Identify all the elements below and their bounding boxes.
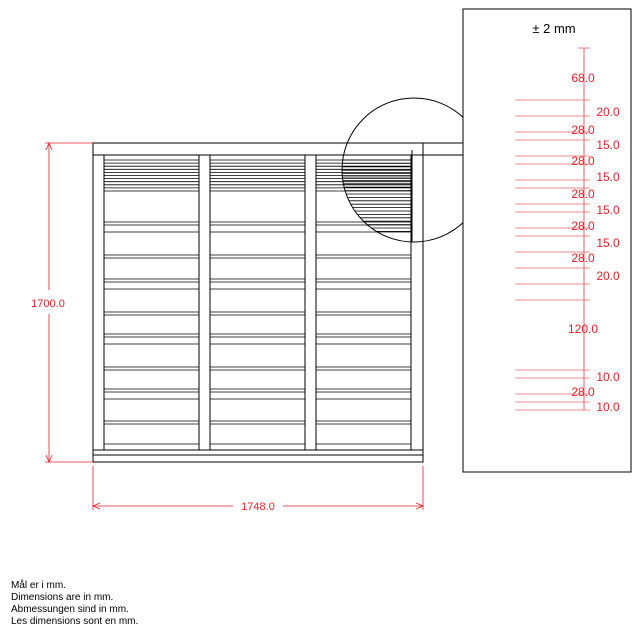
post-mid-2 xyxy=(305,155,316,450)
bottom-rail xyxy=(93,450,423,462)
note-line: Dimensions are in mm. xyxy=(11,592,114,603)
tolerance-label: ± 2 mm xyxy=(532,21,576,36)
post-right xyxy=(411,155,423,450)
note-line: Mål er i mm. xyxy=(11,580,66,591)
note-line: Les dimensions sont en mm. xyxy=(11,616,139,627)
top-rail xyxy=(93,143,423,155)
detail-dimension-label: 15.0 xyxy=(596,203,620,217)
detail-dimension-label: 15.0 xyxy=(596,170,620,184)
detail-dimension-label: 28.0 xyxy=(571,219,595,233)
detail-dimension-label: 28.0 xyxy=(571,123,595,137)
overall-height-label: 1700.0 xyxy=(31,298,65,310)
detail-dimension-label: 10.0 xyxy=(596,370,620,384)
detail-dimension-label: 28.0 xyxy=(571,385,595,399)
detail-dimension-label: 15.0 xyxy=(596,138,620,152)
detail-dimension-label: 68.0 xyxy=(571,71,595,85)
detail-dimension-label: 15.0 xyxy=(596,236,620,250)
dimension-notes xyxy=(11,580,138,628)
detail-dimension-label: 20.0 xyxy=(596,269,620,283)
detail-dimension-label: 28.0 xyxy=(571,154,595,168)
post-left xyxy=(93,155,104,450)
detail-dimension-label: 20.0 xyxy=(596,105,620,119)
overall-width-label: 1748.0 xyxy=(241,501,275,513)
detail-dimension-label: 120.0 xyxy=(567,322,599,336)
detail-dimension-label: 28.0 xyxy=(571,187,595,201)
note-line: Abmessungen sind in mm. xyxy=(11,604,129,615)
detail-dimension-label: 10.0 xyxy=(596,400,620,414)
post-mid-1 xyxy=(199,155,210,450)
detail-dimension-label: 28.0 xyxy=(571,251,595,265)
